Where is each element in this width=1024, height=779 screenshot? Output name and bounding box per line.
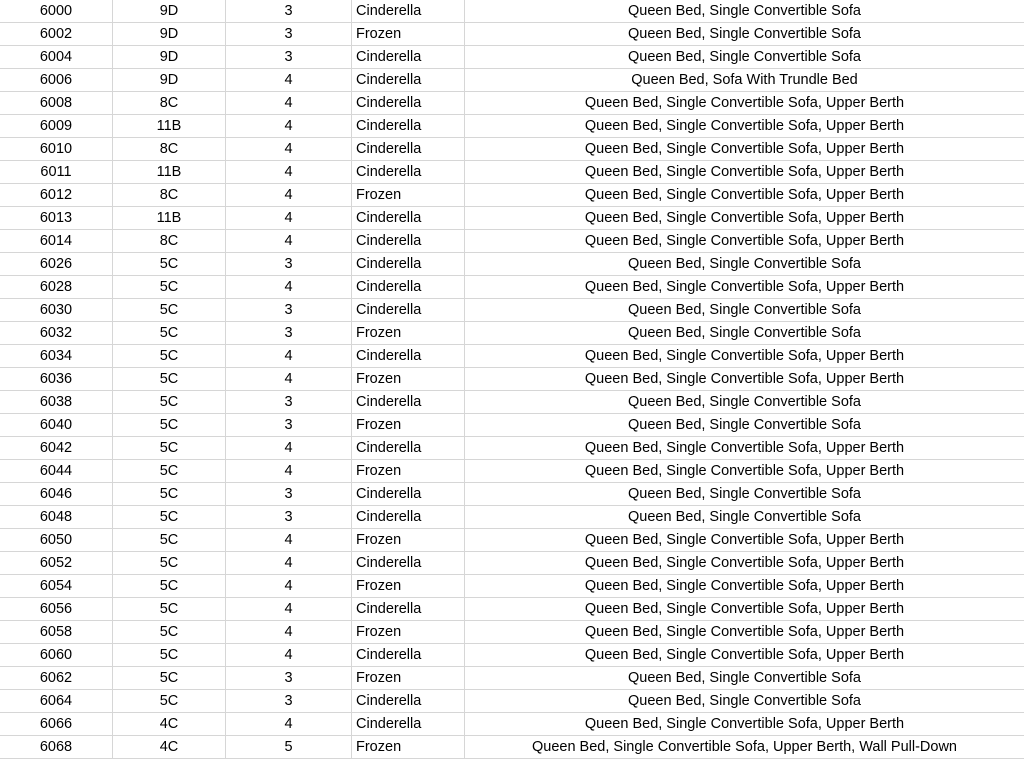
table-row [0, 161, 1024, 184]
cell-deck[interactable]: 5C [113, 437, 226, 460]
cell-theme[interactable]: Cinderella [352, 69, 465, 92]
cell-occupancy[interactable]: 4 [226, 345, 352, 368]
cell-theme[interactable]: Cinderella [352, 115, 465, 138]
cell-theme[interactable]: Frozen [352, 736, 465, 759]
table-row [0, 621, 1024, 644]
cell-theme[interactable]: Cinderella [352, 230, 465, 253]
cell-cabin[interactable]: 6054 [0, 575, 113, 598]
cell-occupancy[interactable]: 4 [226, 368, 352, 391]
cell-deck[interactable]: 5C [113, 368, 226, 391]
cell-beds[interactable]: Queen Bed, Single Convertible Sofa, Upper Berth [465, 460, 1024, 483]
cell-deck[interactable]: 5C [113, 460, 226, 483]
cell-occupancy[interactable]: 4 [226, 161, 352, 184]
table-row [0, 0, 1024, 23]
cell-cabin[interactable]: 6028 [0, 276, 113, 299]
cell-occupancy[interactable]: 3 [226, 414, 352, 437]
cell-theme[interactable]: Frozen [352, 23, 465, 46]
cell-cabin[interactable]: 6014 [0, 230, 113, 253]
cell-occupancy[interactable]: 4 [226, 460, 352, 483]
cell-occupancy[interactable]: 4 [226, 529, 352, 552]
table-row [0, 69, 1024, 92]
table-row [0, 506, 1024, 529]
cell-theme[interactable]: Cinderella [352, 506, 465, 529]
cell-cabin[interactable]: 6060 [0, 644, 113, 667]
cell-theme[interactable]: Frozen [352, 529, 465, 552]
cell-beds[interactable]: Queen Bed, Sofa With Trundle Bed [465, 69, 1024, 92]
cell-deck[interactable]: 9D [113, 46, 226, 69]
cell-beds[interactable]: Queen Bed, Single Convertible Sofa, Upper Berth [465, 437, 1024, 460]
cell-deck[interactable]: 9D [113, 0, 226, 23]
cell-deck[interactable]: 5C [113, 667, 226, 690]
cell-occupancy[interactable]: 4 [226, 184, 352, 207]
cell-occupancy[interactable]: 4 [226, 552, 352, 575]
cell-beds[interactable]: Queen Bed, Single Convertible Sofa, Upper Berth, Wall Pull-Down [465, 736, 1024, 759]
table-row [0, 299, 1024, 322]
cell-theme[interactable]: Cinderella [352, 299, 465, 322]
cell-deck[interactable]: 4C [113, 713, 226, 736]
table-row [0, 368, 1024, 391]
cell-deck[interactable]: 8C [113, 184, 226, 207]
cell-theme[interactable]: Cinderella [352, 598, 465, 621]
table-row [0, 414, 1024, 437]
cell-beds[interactable]: Queen Bed, Single Convertible Sofa [465, 299, 1024, 322]
cell-theme[interactable]: Frozen [352, 414, 465, 437]
cell-occupancy[interactable]: 3 [226, 253, 352, 276]
cell-cabin[interactable]: 6046 [0, 483, 113, 506]
cell-cabin[interactable]: 6056 [0, 598, 113, 621]
cell-cabin[interactable]: 6036 [0, 368, 113, 391]
cell-cabin[interactable]: 6032 [0, 322, 113, 345]
cell-cabin[interactable]: 6042 [0, 437, 113, 460]
table-row [0, 138, 1024, 161]
table-row [0, 529, 1024, 552]
table-row [0, 23, 1024, 46]
table-row [0, 667, 1024, 690]
cell-beds[interactable]: Queen Bed, Single Convertible Sofa, Upper Berth [465, 161, 1024, 184]
cell-cabin[interactable]: 6040 [0, 414, 113, 437]
cell-cabin[interactable]: 6013 [0, 207, 113, 230]
cell-beds[interactable]: Queen Bed, Single Convertible Sofa [465, 690, 1024, 713]
table-row [0, 207, 1024, 230]
cell-deck[interactable]: 5C [113, 575, 226, 598]
cell-cabin[interactable]: 6026 [0, 253, 113, 276]
cell-occupancy[interactable]: 4 [226, 230, 352, 253]
cell-beds[interactable]: Queen Bed, Single Convertible Sofa, Upper Berth [465, 184, 1024, 207]
cell-cabin[interactable]: 6008 [0, 92, 113, 115]
cell-deck[interactable]: 5C [113, 345, 226, 368]
table-row [0, 46, 1024, 69]
cell-beds[interactable]: Queen Bed, Single Convertible Sofa, Upper Berth [465, 345, 1024, 368]
cell-occupancy[interactable]: 3 [226, 46, 352, 69]
table-row [0, 736, 1024, 759]
cell-cabin[interactable]: 6048 [0, 506, 113, 529]
cell-occupancy[interactable]: 3 [226, 506, 352, 529]
table-row [0, 437, 1024, 460]
cell-theme[interactable]: Cinderella [352, 713, 465, 736]
cell-deck[interactable]: 8C [113, 138, 226, 161]
cell-cabin[interactable]: 6068 [0, 736, 113, 759]
cell-beds[interactable]: Queen Bed, Single Convertible Sofa [465, 506, 1024, 529]
cell-cabin[interactable]: 6058 [0, 621, 113, 644]
table-row [0, 483, 1024, 506]
cell-beds[interactable]: Queen Bed, Single Convertible Sofa [465, 667, 1024, 690]
cell-cabin[interactable]: 6030 [0, 299, 113, 322]
cell-beds[interactable]: Queen Bed, Single Convertible Sofa, Upper Berth [465, 276, 1024, 299]
cell-theme[interactable]: Frozen [352, 368, 465, 391]
table-row [0, 345, 1024, 368]
cell-occupancy[interactable]: 3 [226, 391, 352, 414]
cell-occupancy[interactable]: 3 [226, 667, 352, 690]
cell-occupancy[interactable]: 3 [226, 299, 352, 322]
cell-beds[interactable]: Queen Bed, Single Convertible Sofa [465, 391, 1024, 414]
cell-beds[interactable]: Queen Bed, Single Convertible Sofa [465, 322, 1024, 345]
table-row [0, 253, 1024, 276]
cell-occupancy[interactable]: 5 [226, 736, 352, 759]
table-row [0, 552, 1024, 575]
cell-beds[interactable]: Queen Bed, Single Convertible Sofa, Upper Berth [465, 207, 1024, 230]
cell-occupancy[interactable]: 4 [226, 276, 352, 299]
cell-theme[interactable]: Cinderella [352, 437, 465, 460]
cell-deck[interactable]: 5C [113, 621, 226, 644]
cell-theme[interactable]: Cinderella [352, 161, 465, 184]
cell-beds[interactable]: Queen Bed, Single Convertible Sofa, Upper Berth [465, 575, 1024, 598]
cell-beds[interactable]: Queen Bed, Single Convertible Sofa, Upper Berth [465, 621, 1024, 644]
table-row [0, 391, 1024, 414]
cell-theme[interactable]: Cinderella [352, 483, 465, 506]
cell-beds[interactable]: Queen Bed, Single Convertible Sofa, Upper Berth [465, 230, 1024, 253]
table-row [0, 690, 1024, 713]
cell-theme[interactable]: Cinderella [352, 345, 465, 368]
cell-theme[interactable]: Frozen [352, 621, 465, 644]
cell-deck[interactable]: 5C [113, 414, 226, 437]
table-row [0, 575, 1024, 598]
cell-theme[interactable]: Cinderella [352, 276, 465, 299]
cell-occupancy[interactable]: 4 [226, 713, 352, 736]
cell-deck[interactable]: 9D [113, 69, 226, 92]
cell-cabin[interactable]: 6052 [0, 552, 113, 575]
cell-occupancy[interactable]: 4 [226, 437, 352, 460]
cell-deck[interactable]: 5C [113, 391, 226, 414]
table-row [0, 713, 1024, 736]
cell-deck[interactable]: 11B [113, 115, 226, 138]
cell-theme[interactable]: Frozen [352, 575, 465, 598]
cell-theme[interactable]: Cinderella [352, 138, 465, 161]
cell-deck[interactable]: 4C [113, 736, 226, 759]
cell-occupancy[interactable]: 4 [226, 115, 352, 138]
cell-deck[interactable]: 5C [113, 276, 226, 299]
cell-beds[interactable]: Queen Bed, Single Convertible Sofa [465, 253, 1024, 276]
cell-theme[interactable]: Cinderella [352, 690, 465, 713]
table-row [0, 276, 1024, 299]
cell-cabin[interactable]: 6044 [0, 460, 113, 483]
cell-occupancy[interactable]: 3 [226, 690, 352, 713]
cell-occupancy[interactable]: 4 [226, 92, 352, 115]
cell-deck[interactable]: 5C [113, 598, 226, 621]
cell-deck[interactable]: 5C [113, 322, 226, 345]
cell-beds[interactable]: Queen Bed, Single Convertible Sofa, Upper Berth [465, 92, 1024, 115]
cell-beds[interactable]: Queen Bed, Single Convertible Sofa, Upper Berth [465, 368, 1024, 391]
cell-occupancy[interactable]: 4 [226, 575, 352, 598]
cell-theme[interactable]: Cinderella [352, 253, 465, 276]
cell-beds[interactable]: Queen Bed, Single Convertible Sofa, Upper Berth [465, 138, 1024, 161]
cell-beds[interactable]: Queen Bed, Single Convertible Sofa [465, 23, 1024, 46]
table-row [0, 460, 1024, 483]
table-row [0, 230, 1024, 253]
cell-occupancy[interactable]: 3 [226, 23, 352, 46]
cell-deck[interactable]: 5C [113, 529, 226, 552]
cell-beds[interactable]: Queen Bed, Single Convertible Sofa, Upper Berth [465, 115, 1024, 138]
cell-theme[interactable]: Frozen [352, 460, 465, 483]
cell-beds[interactable]: Queen Bed, Single Convertible Sofa, Upper Berth [465, 644, 1024, 667]
cell-theme[interactable]: Cinderella [352, 0, 465, 23]
cell-theme[interactable]: Cinderella [352, 92, 465, 115]
cell-cabin[interactable]: 6011 [0, 161, 113, 184]
cell-beds[interactable]: Queen Bed, Single Convertible Sofa, Upper Berth [465, 529, 1024, 552]
cell-deck[interactable]: 9D [113, 23, 226, 46]
cell-theme[interactable]: Frozen [352, 184, 465, 207]
cell-occupancy[interactable]: 4 [226, 644, 352, 667]
cell-cabin[interactable]: 6010 [0, 138, 113, 161]
table-row [0, 115, 1024, 138]
cell-theme[interactable]: Cinderella [352, 644, 465, 667]
cell-occupancy[interactable]: 4 [226, 69, 352, 92]
cell-cabin[interactable]: 6066 [0, 713, 113, 736]
cell-cabin[interactable]: 6006 [0, 69, 113, 92]
table-row [0, 644, 1024, 667]
cell-occupancy[interactable]: 4 [226, 598, 352, 621]
cell-cabin[interactable]: 6002 [0, 23, 113, 46]
cell-deck[interactable]: 5C [113, 253, 226, 276]
cell-deck[interactable]: 8C [113, 230, 226, 253]
cell-beds[interactable]: Queen Bed, Single Convertible Sofa, Upper Berth [465, 598, 1024, 621]
cell-cabin[interactable]: 6012 [0, 184, 113, 207]
cell-cabin[interactable]: 6062 [0, 667, 113, 690]
cell-theme[interactable]: Cinderella [352, 46, 465, 69]
cell-beds[interactable]: Queen Bed, Single Convertible Sofa [465, 414, 1024, 437]
cell-occupancy[interactable]: 4 [226, 207, 352, 230]
cell-occupancy[interactable]: 4 [226, 138, 352, 161]
cell-occupancy[interactable]: 3 [226, 322, 352, 345]
cell-occupancy[interactable]: 4 [226, 621, 352, 644]
cell-theme[interactable]: Cinderella [352, 391, 465, 414]
cell-deck[interactable]: 8C [113, 92, 226, 115]
cell-deck[interactable]: 5C [113, 644, 226, 667]
table-row [0, 184, 1024, 207]
cell-cabin[interactable]: 6050 [0, 529, 113, 552]
cell-beds[interactable]: Queen Bed, Single Convertible Sofa [465, 483, 1024, 506]
cell-deck[interactable]: 11B [113, 161, 226, 184]
table-row [0, 92, 1024, 115]
cell-cabin[interactable]: 6009 [0, 115, 113, 138]
cell-deck[interactable]: 5C [113, 552, 226, 575]
cell-beds[interactable]: Queen Bed, Single Convertible Sofa, Upper Berth [465, 552, 1024, 575]
cell-theme[interactable]: Frozen [352, 667, 465, 690]
cell-occupancy[interactable]: 3 [226, 0, 352, 23]
cell-cabin[interactable]: 6004 [0, 46, 113, 69]
cell-occupancy[interactable]: 3 [226, 483, 352, 506]
cell-deck[interactable]: 11B [113, 207, 226, 230]
cell-beds[interactable]: Queen Bed, Single Convertible Sofa [465, 46, 1024, 69]
cell-deck[interactable]: 5C [113, 690, 226, 713]
cell-cabin[interactable]: 6064 [0, 690, 113, 713]
cell-theme[interactable]: Cinderella [352, 552, 465, 575]
cell-cabin[interactable]: 6038 [0, 391, 113, 414]
table-row [0, 322, 1024, 345]
cell-deck[interactable]: 5C [113, 506, 226, 529]
cell-theme[interactable]: Cinderella [352, 207, 465, 230]
cell-theme[interactable]: Frozen [352, 322, 465, 345]
cell-deck[interactable]: 5C [113, 299, 226, 322]
table-row [0, 598, 1024, 621]
cell-cabin[interactable]: 6000 [0, 0, 113, 23]
cell-deck[interactable]: 5C [113, 483, 226, 506]
cell-cabin[interactable]: 6034 [0, 345, 113, 368]
cell-beds[interactable]: Queen Bed, Single Convertible Sofa [465, 0, 1024, 23]
cell-beds[interactable]: Queen Bed, Single Convertible Sofa, Upper Berth [465, 713, 1024, 736]
